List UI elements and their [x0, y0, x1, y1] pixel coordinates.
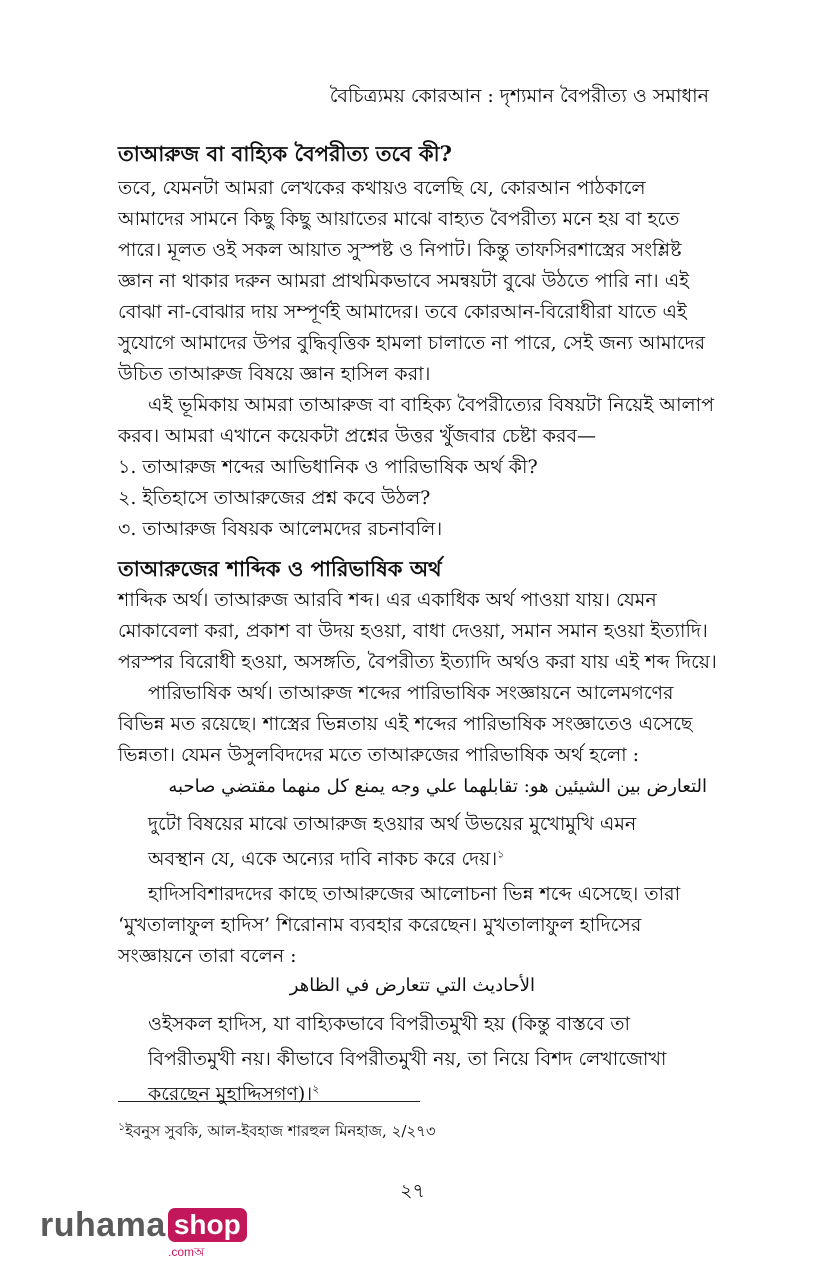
- footnote-number: ১: [118, 1120, 126, 1133]
- body-line: ‘মুখতালাফুল হাদিস’ শিরোনাম ব্যবহার করেছেন। মুখতালাফুল হাদিসের: [118, 914, 642, 936]
- body-line: বিভিন্ন মত রয়েছে। শাস্ত্রের ভিন্নতায় এই শব্দের পারিভাষিক সংজ্ঞাতেও এসেছে: [118, 713, 693, 735]
- body-line: করব। আমরা এখানে কয়েকটা প্রশ্নের উত্তর খুঁজবার চেষ্টা করব—: [118, 425, 597, 447]
- page-number: ২৭: [400, 1180, 425, 1202]
- translation-line: [148, 1080, 688, 1112]
- body-line: তবে, যেমনটা আমরা লেখকের কথায়ও বলেছি যে, কোরআন পাঠকালে: [118, 177, 646, 199]
- arabic-quote: التعارض بين الشيئين هو: تقابلهما علي وجه يمنع كل منهما مقتضي صاحبه: [168, 776, 707, 797]
- body-line: সংজ্ঞায়নে তারা বলেন :: [118, 945, 297, 967]
- translation-text: অবস্থান যে, একে অন্যের দাবি নাকচ করে দেয়।: [148, 848, 498, 870]
- body-line: উচিত তাআরুজ বিষয়ে জ্ঞান হাসিল করা।: [118, 363, 431, 385]
- arabic-quote: الأحاديث التي تتعارض في الظاهر: [289, 975, 535, 996]
- body-line: এই ভূমিকায় আমরা তাআরুজ বা বাহিক্য বৈপরীত্যের বিষয়টা নিয়েই আলাপ: [148, 394, 715, 416]
- translation-text: করেছেন মুহাদ্দিসগণ)।: [148, 1083, 313, 1105]
- footnote-marker: ১: [497, 847, 505, 861]
- translation-line: [148, 845, 688, 877]
- footnote-text: ইবনুস সুবকি, আল-ইবহাজ শারহুল মিনহাজ, ২/২৭৩: [125, 1122, 436, 1140]
- logo-badge: shop: [168, 1208, 247, 1242]
- body-line: হাদিসবিশারদদের কাছে তাআরুজের আলোচনা ভিন্ন শব্দে এসেছে। তারা: [148, 883, 681, 905]
- translation-line: দুটো বিষয়ের মাঝে তাআরুজ হওয়ার অর্থ উভয়ের মুখোমুখি এমন: [148, 813, 637, 835]
- list-item: ২. ইতিহাসে তাআরুজের প্রশ্ন কবে উঠল?: [118, 487, 431, 509]
- section-heading: তাআরুজ বা বাহ্যিক বৈপরীত্য তবে কী?: [118, 141, 452, 166]
- list-item: ১. তাআরুজ শব্দের আভিধানিক ও পারিভাষিক অর্থ কী?: [118, 456, 538, 478]
- translation-line: ওইসকল হাদিস, যা বাহ্যিকভাবে বিপরীতমুখী হয় (কিন্তু বাস্তবে তা: [148, 1013, 630, 1035]
- body-line: পারে। মূলত ওই সকল আয়াত সুস্পষ্ট ও নিপাট। কিন্তু তাফসিরশাস্ত্রের সংশ্লিষ্ট: [118, 239, 682, 261]
- body-line: জ্ঞান না থাকার দরুন আমরা প্রাথমিকভাবে সমন্বয়টা বুঝে উঠতে পারি না। এই: [118, 270, 690, 292]
- body-line: আমাদের সামনে কিছু কিছু আয়াতের মাঝে বাহ্যত বৈপরীত্য মনে হয় বা হতে: [118, 208, 680, 230]
- body-line: পরস্পর বিরোধী হওয়া, অসঙ্গতি, বৈপরীত্য ইত্যাদি অর্থও করা যায় এই শব্দ দিয়ে।: [118, 651, 717, 673]
- ruhamashop-logo: [40, 1206, 247, 1259]
- running-header: বৈচিত্র্যময় কোরআন : দৃশ্যমান বৈপরীত্য ও সমাধান: [329, 85, 709, 107]
- body-line: ভিন্নতা। যেমন উসুলবিদদের মতে তাআরুজের পারিভাষিক অর্থ হলো :: [118, 744, 640, 766]
- footnote-marker: ২: [312, 1082, 320, 1096]
- body-line: সুযোগে আমাদের উপর বুদ্ধিবৃত্তিক হামলা চালাতে না পারে, সেই জন্য আমাদের: [118, 332, 706, 354]
- section-heading: তাআরুজের শাব্দিক ও পারিভাষিক অর্থ: [118, 556, 442, 581]
- footnote-divider: [118, 1101, 420, 1102]
- logo-domain: .comঅ: [168, 1245, 205, 1259]
- list-item: ৩. তাআরুজ বিষয়ক আলেমদের রচনাবলি।: [118, 518, 443, 540]
- body-line: পারিভাষিক অর্থ। তাআরুজ শব্দের পারিভাষিক সংজ্ঞায়নে আলেমগণের: [148, 682, 674, 704]
- footnote: [118, 1118, 436, 1145]
- body-line: মোকাবেলা করা, প্রকাশ বা উদয় হওয়া, বাধা দেওয়া, সমান সমান হওয়া ইত্যাদি।: [118, 620, 708, 642]
- translation-line: বিপরীতমুখী নয়। কীভাবে বিপরীতমুখী নয়, তা নিয়ে বিশদ লেখাজোখা: [148, 1048, 667, 1070]
- body-line: বোঝা না-বোঝার দায় সম্পূর্ণই আমাদের। তবে কোরআন-বিরোধীরা যাতে এই: [118, 301, 687, 323]
- logo-text: ruhama: [40, 1206, 166, 1244]
- body-line: শাব্দিক অর্থ। তাআরুজ আরবি শব্দ। এর একাধিক অর্থ পাওয়া যায়। যেমন: [118, 589, 657, 611]
